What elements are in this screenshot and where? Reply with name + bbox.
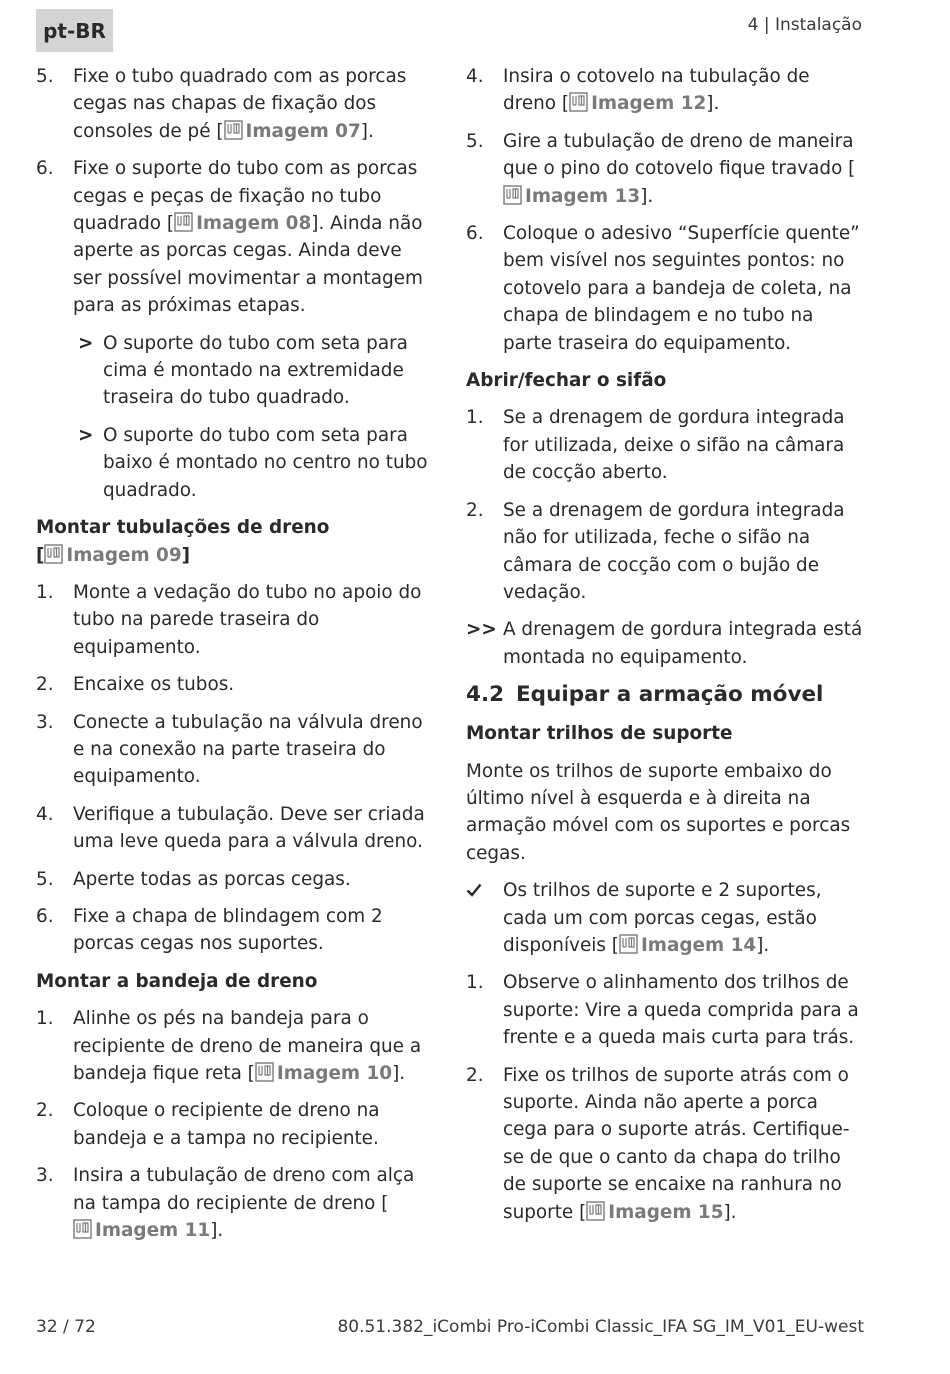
step-number: 6. (36, 158, 54, 180)
heading-trilhos: Montar trilhos de suporte (466, 723, 733, 745)
result-item (36, 422, 436, 504)
prerequisite-text: Os trilhos de suporte e 2 suportes, cada um com porcas cegas, estão disponíveis [ (503, 880, 822, 956)
image-reference-icon (174, 212, 193, 232)
step-text: Insira o cotovelo na tubulação de dreno [ (503, 66, 810, 115)
section-heading (466, 681, 866, 709)
image-reference-label: Imagem 13 (525, 185, 641, 207)
list-item (466, 404, 866, 486)
step-text: Se a drenagem de gordura integrada for utilizada, deixe o sifão na câmara de cocção aberto. (503, 407, 845, 484)
prerequisite-after: ]. (756, 934, 770, 956)
result-line (466, 616, 866, 671)
step-number: 6. (36, 905, 54, 927)
image-reference[interactable] (73, 1220, 210, 1241)
image-reference-icon (44, 544, 63, 564)
image-reference-label: Imagem 11 (95, 1220, 211, 1242)
image-reference-icon (569, 92, 588, 112)
chapter-header: 4 | Instalação (747, 15, 862, 35)
list-item (466, 497, 866, 607)
check-icon (466, 877, 482, 904)
step-text: Fixe o suporte do tubo com as porcas cegas e peças de fixação no tubo quadrado [ (73, 158, 418, 235)
step-number: 1. (466, 972, 484, 994)
list-steps-c (36, 1005, 436, 1244)
intro-paragraph: Monte os trilhos de suporte embaixo do último nível à esquerda e à direita na armação móvel com os suportes e porcas cegas. (466, 760, 851, 864)
language-badge: pt-BR (36, 9, 113, 52)
list-item (36, 155, 436, 319)
step-number: 2. (466, 499, 484, 521)
step-number: 5. (36, 868, 54, 890)
step-text: Fixe o tubo quadrado com as porcas cegas nas chapas de fixação dos consoles de pé [ (73, 66, 407, 142)
image-reference[interactable] (174, 213, 311, 234)
list-steps-a (36, 63, 436, 320)
result-text: O suporte do tubo com seta para baixo é montado no centro no tubo quadrado. (103, 424, 428, 501)
image-reference-label: Imagem 15 (608, 1201, 724, 1223)
image-reference-label: Imagem 07 (245, 120, 361, 142)
right-column (466, 63, 866, 1236)
step-number: 3. (36, 711, 54, 733)
step-text: Fixe a chapa de blindagem com 2 porcas cegas nos suportes. (73, 905, 383, 955)
image-reference[interactable] (255, 1063, 392, 1084)
list-item (36, 866, 436, 893)
list-item (466, 969, 866, 1051)
step-text: Observe o alinhamento dos trilhos de suporte: Vire a queda comprida para a frente e a queda mais curta para trás. (503, 972, 859, 1049)
image-reference[interactable] (503, 186, 640, 207)
page-number: 32 / 72 (36, 1317, 96, 1337)
list-steps-a (466, 63, 866, 357)
step-text: Aperte todas as porcas cegas. (73, 868, 351, 890)
list-item (36, 579, 436, 661)
list-item (36, 671, 436, 698)
list-item (466, 128, 866, 210)
step-number: 1. (36, 581, 54, 603)
step-text-after: ]. Ainda não aperte as porcas cegas. Ainda deve ser possível movimentar a montagem para as próximas etapas. (73, 213, 423, 317)
image-reference-icon (255, 1062, 274, 1082)
step-number: 1. (466, 407, 484, 429)
list-item (466, 1062, 866, 1226)
heading-text: Montar tubulações de dreno (36, 517, 330, 539)
section-number: 4.2 (466, 682, 505, 708)
result-text: O suporte do tubo com seta para cima é montado na extremidade traseira do tubo quadrado. (103, 332, 408, 409)
image-reference-icon (619, 934, 638, 954)
result-marker: > (78, 332, 94, 354)
image-reference-label: Imagem 12 (591, 93, 707, 115)
image-reference-label: Imagem 10 (276, 1063, 393, 1084)
step-number: 4. (36, 803, 54, 825)
step-number: 5. (466, 130, 484, 152)
result-marker: >> (466, 619, 497, 641)
step-text: Insira a tubulação de dreno com alça na tampa do recipiente de dreno [ (73, 1165, 415, 1214)
step-text: Se a drenagem de gordura integrada não for utilizada, feche o sifão na câmara de cocção com o bujão de vedação. (503, 499, 845, 603)
list-item (36, 709, 436, 791)
step-text: Alinhe os pés na bandeja para o recipiente de dreno de maneira que a bandeja fique reta [ (73, 1008, 422, 1084)
left-column (36, 63, 436, 1254)
step-text: Conecte a tubulação na válvula dreno e na conexão na parte traseira do equipamento. (73, 711, 423, 788)
step-text: Monte a vedação do tubo no apoio do tubo na parede traseira do equipamento. (73, 581, 422, 658)
list-item (36, 1162, 436, 1244)
image-reference[interactable] (619, 935, 756, 956)
image-reference-icon (586, 1201, 605, 1221)
section-title: Equipar a armação móvel (516, 682, 824, 708)
list-item (36, 1005, 436, 1087)
list-steps-b (36, 579, 436, 958)
image-reference-label: Imagem 09 (66, 544, 182, 566)
step-text-after: ]. (706, 93, 720, 115)
list-item (36, 1097, 436, 1152)
step-text-after: ]. (210, 1220, 224, 1242)
step-number: 1. (36, 1008, 54, 1030)
step-number: 4. (466, 66, 484, 87)
step-number: 2. (36, 1100, 54, 1122)
step-text: Gire a tubulação de dreno de maneira que o pino do cotovelo fique travado [ (503, 130, 856, 180)
list-item (36, 63, 436, 145)
list-item (36, 903, 436, 958)
prerequisite-line (466, 877, 866, 959)
step-number: 6. (466, 223, 484, 245)
result-item (36, 330, 436, 412)
image-reference-icon (224, 120, 243, 140)
step-text: Verifique a tubulação. Deve ser criada uma leve queda para a válvula dreno. (73, 803, 425, 853)
image-reference-label: Imagem 08 (196, 213, 312, 235)
step-text-after: ]. (392, 1063, 406, 1084)
image-reference[interactable] (44, 545, 181, 566)
heading-sifao: Abrir/fechar o sifão (466, 370, 667, 392)
result-text: A drenagem de gordura integrada está montada no equipamento. (503, 619, 863, 668)
list-steps-c (466, 969, 866, 1226)
results-a (36, 330, 436, 504)
step-number: 2. (466, 1064, 484, 1086)
step-text: Coloque o adesivo “Superfície quente” bem visível nos seguintes pontos: no cotovelo para a bandeja de coleta, na chapa de blindagem e no tubo na parte traseira do equipamento. (503, 223, 860, 354)
heading-bandeja-dreno: Montar a bandeja de dreno (36, 970, 318, 992)
image-reference-label: Imagem 14 (640, 934, 757, 956)
list-item (466, 63, 866, 118)
step-number: 2. (36, 674, 54, 696)
result-marker: > (78, 424, 94, 446)
step-text: Fixe os trilhos de suporte atrás com o suporte. Ainda não aperte a porca cega para o suporte atrás. Certifique-se de que o canto da chapa do trilho de suporte se encaixe na ranhura no suporte [ (503, 1064, 850, 1223)
image-reference[interactable] (569, 93, 706, 114)
heading-montar-tubulacoes: Montar tubulações de dreno [ Imagem 09] (36, 517, 330, 566)
step-text-after: ]. (723, 1201, 737, 1223)
list-steps-b (466, 404, 866, 606)
image-reference[interactable] (224, 121, 361, 142)
step-text-after: ]. (360, 120, 374, 142)
list-item (466, 220, 866, 357)
step-number: 5. (36, 66, 54, 87)
image-reference-icon (73, 1219, 92, 1239)
document-id: 80.51.382_iCombi Pro-iCombi Classic_IFA SG_IM_V01_EU-west (337, 1317, 864, 1337)
image-reference[interactable] (586, 1202, 723, 1223)
list-item (36, 801, 436, 856)
step-text: Encaixe os tubos. (73, 674, 235, 696)
step-text: Coloque o recipiente de dreno na bandeja e a tampa no recipiente. (73, 1100, 380, 1149)
step-number: 3. (36, 1165, 54, 1187)
step-text-after: ]. (640, 185, 654, 207)
image-reference-icon (503, 185, 522, 205)
